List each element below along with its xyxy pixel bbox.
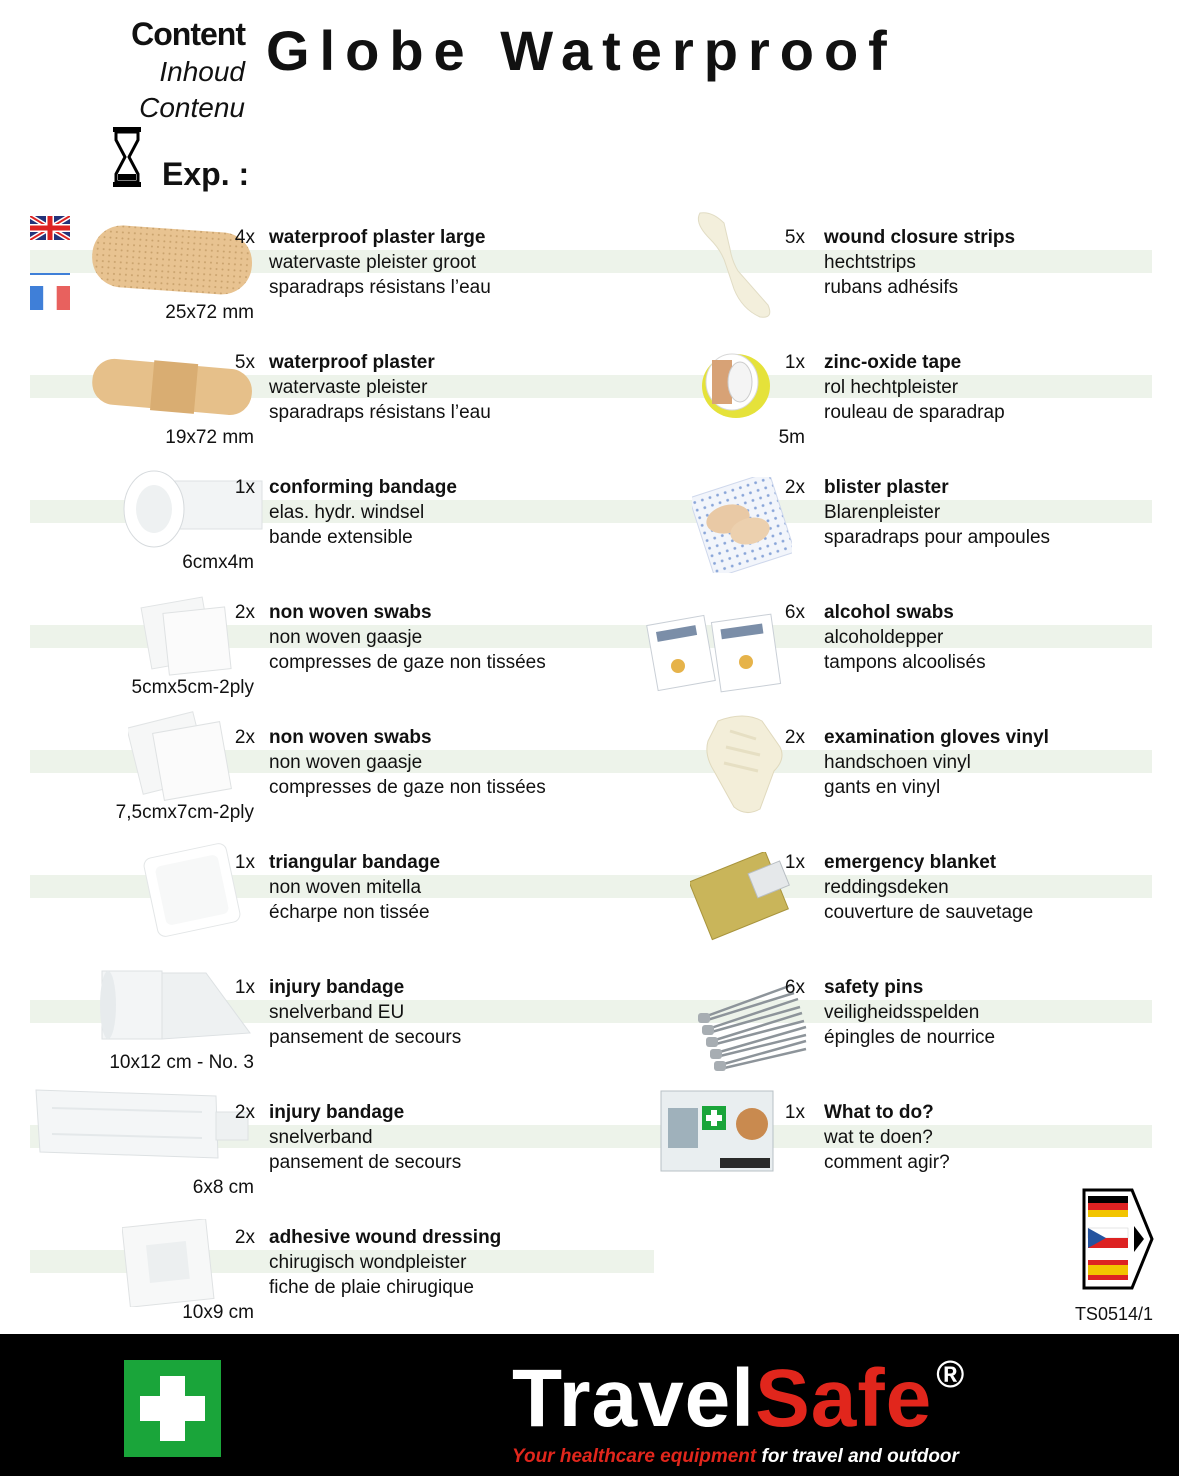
tape-roll-image — [698, 348, 774, 422]
item-quantity: 2x — [784, 477, 805, 498]
brand-part1: Travel — [512, 1353, 756, 1444]
item-quantity: 2x — [234, 1102, 255, 1123]
next-page-arrow[interactable] — [1082, 1188, 1154, 1290]
item-name-fr: épingles de nourrice — [824, 1027, 996, 1048]
item-name-nl: hechtstrips — [824, 252, 916, 273]
item-size: 5cmx5cm-2ply — [131, 677, 254, 698]
list-item — [30, 1100, 654, 1210]
item-name-fr: pansement de secours — [269, 1027, 462, 1048]
item-name-fr: fiche de plaie chirugique — [269, 1277, 474, 1298]
item-name-fr: sparadraps résistans l’eau — [269, 402, 491, 423]
germany-flag-icon — [1088, 1196, 1128, 1217]
hourglass-icon — [112, 126, 142, 188]
item-quantity: 2x — [234, 602, 255, 623]
expiry-label: Exp. : — [162, 156, 250, 192]
item-name-en: emergency blanket — [824, 852, 997, 873]
czech-flag-icon — [1088, 1228, 1128, 1248]
brand-logo — [512, 1353, 966, 1444]
item-quantity: 5x — [234, 352, 255, 373]
item-quantity: 1x — [784, 852, 805, 873]
item-name-en: blister plaster — [824, 477, 949, 498]
list-item — [30, 350, 654, 460]
item-name-en: safety pins — [824, 977, 924, 998]
list-item — [30, 1225, 654, 1335]
item-name-nl: wat te doen? — [824, 1127, 933, 1148]
item-name-en: waterproof plaster — [269, 352, 435, 373]
list-item — [30, 725, 654, 835]
tagline-part2: for travel and outdoor — [756, 1446, 959, 1467]
item-name-en: examination gloves vinyl — [824, 727, 1049, 748]
list-item — [654, 600, 1152, 710]
item-name-fr: sparadraps résistans l’eau — [269, 277, 491, 298]
item-name-fr: rubans adhésifs — [824, 277, 959, 298]
item-name-fr: rouleau de sparadrap — [824, 402, 1005, 423]
list-item — [30, 600, 654, 710]
list-item — [654, 1100, 1152, 1210]
item-name-fr: compresses de gaze non tissées — [269, 777, 546, 798]
item-name-nl: rol hechtpleister — [824, 377, 959, 398]
item-name-fr: gants en vinyl — [824, 777, 941, 798]
list-item — [654, 725, 1152, 835]
registered-mark: ® — [936, 1354, 966, 1396]
item-quantity: 6x — [784, 602, 805, 623]
item-name-nl: snelverband — [269, 1127, 373, 1148]
item-size: 7,5cmx7cm-2ply — [115, 802, 254, 823]
what-to-do-card-image — [660, 1090, 774, 1172]
item-quantity: 6x — [784, 977, 805, 998]
item-name-nl: non woven gaasje — [269, 752, 423, 773]
contenu-heading: Contenu — [139, 92, 245, 123]
spain-flag-icon — [1088, 1260, 1128, 1280]
item-name-nl: Blarenpleister — [824, 502, 941, 523]
item-name-en: triangular bandage — [269, 852, 441, 873]
item-quantity: 2x — [234, 727, 255, 748]
list-item — [30, 475, 654, 585]
item-name-nl: veiligheidsspelden — [824, 1002, 980, 1023]
item-name-en: What to do? — [824, 1102, 934, 1123]
item-name-nl: snelverband EU — [269, 1002, 405, 1023]
item-size: 19x72 mm — [165, 427, 254, 448]
item-name-en: waterproof plaster large — [269, 227, 486, 248]
list-item — [654, 475, 1152, 585]
list-item — [30, 225, 654, 335]
item-name-fr: comment agir? — [824, 1152, 950, 1173]
item-quantity: 1x — [784, 352, 805, 373]
item-name-nl: watervaste pleister groot — [269, 252, 476, 273]
content-heading: Content — [131, 16, 245, 52]
item-name-en: alcohol swabs — [824, 602, 954, 623]
item-name-fr: écharpe non tissée — [269, 902, 430, 923]
item-quantity: 1x — [784, 1102, 805, 1123]
item-name-en: wound closure strips — [824, 227, 1016, 248]
item-name-en: conforming bandage — [269, 477, 457, 498]
item-name-nl: watervaste pleister — [269, 377, 428, 398]
inhoud-heading: Inhoud — [159, 56, 245, 87]
wound-dressing-image — [122, 1219, 218, 1307]
item-name-fr: compresses de gaze non tissées — [269, 652, 546, 673]
item-name-nl: handschoen vinyl — [824, 752, 971, 773]
item-name-nl: alcoholdepper — [824, 627, 944, 648]
injury-bandage-strip-image — [32, 1082, 252, 1168]
item-name-fr: bande extensible — [269, 527, 413, 548]
item-size: 10x9 cm — [182, 1302, 254, 1323]
item-quantity: 1x — [234, 852, 255, 873]
list-item — [30, 850, 654, 960]
item-size: 10x12 cm - No. 3 — [109, 1052, 254, 1073]
item-quantity: 2x — [784, 727, 805, 748]
footer — [0, 1334, 1179, 1476]
item-name-nl: non woven gaasje — [269, 627, 423, 648]
document-code: TS0514/1 — [1074, 1304, 1153, 1324]
item-name-fr: tampons alcoolisés — [824, 652, 986, 673]
item-name-fr: pansement de secours — [269, 1152, 462, 1173]
item-name-en: injury bandage — [269, 1102, 405, 1123]
item-name-nl: chirugisch wondpleister — [269, 1252, 467, 1273]
item-size: 6x8 cm — [192, 1177, 254, 1198]
item-name-en: adhesive wound dressing — [269, 1227, 502, 1248]
item-quantity: 1x — [234, 977, 255, 998]
item-name-fr: couverture de sauvetage — [824, 902, 1034, 923]
list-item — [654, 975, 1152, 1085]
item-quantity: 5x — [784, 227, 805, 248]
item-size: 6cmx4m — [182, 552, 254, 573]
item-name-en: injury bandage — [269, 977, 405, 998]
list-item — [654, 225, 1152, 335]
item-quantity: 1x — [234, 477, 255, 498]
item-name-nl: non woven mitella — [269, 877, 422, 898]
item-name-en: zinc-oxide tape — [824, 352, 962, 373]
item-quantity: 2x — [234, 1227, 255, 1248]
list-item — [654, 850, 1152, 960]
item-size: 5m — [778, 427, 805, 448]
tagline-part1: Your healthcare equipment — [512, 1446, 757, 1467]
page-title: Globe Waterproof — [266, 19, 897, 82]
item-name-nl: reddingsdeken — [824, 877, 949, 898]
item-name-en: non woven swabs — [269, 602, 432, 623]
first-aid-cross-icon — [124, 1360, 221, 1457]
item-quantity: 4x — [234, 227, 255, 248]
brand-tagline — [512, 1446, 959, 1468]
item-name-en: non woven swabs — [269, 727, 432, 748]
list-item — [30, 975, 654, 1085]
item-name-nl: elas. hydr. windsel — [269, 502, 425, 523]
item-size: 25x72 mm — [165, 302, 254, 323]
brand-part2: Safe — [755, 1353, 933, 1444]
item-name-fr: sparadraps pour ampoules — [824, 527, 1051, 548]
list-item — [654, 350, 1152, 460]
